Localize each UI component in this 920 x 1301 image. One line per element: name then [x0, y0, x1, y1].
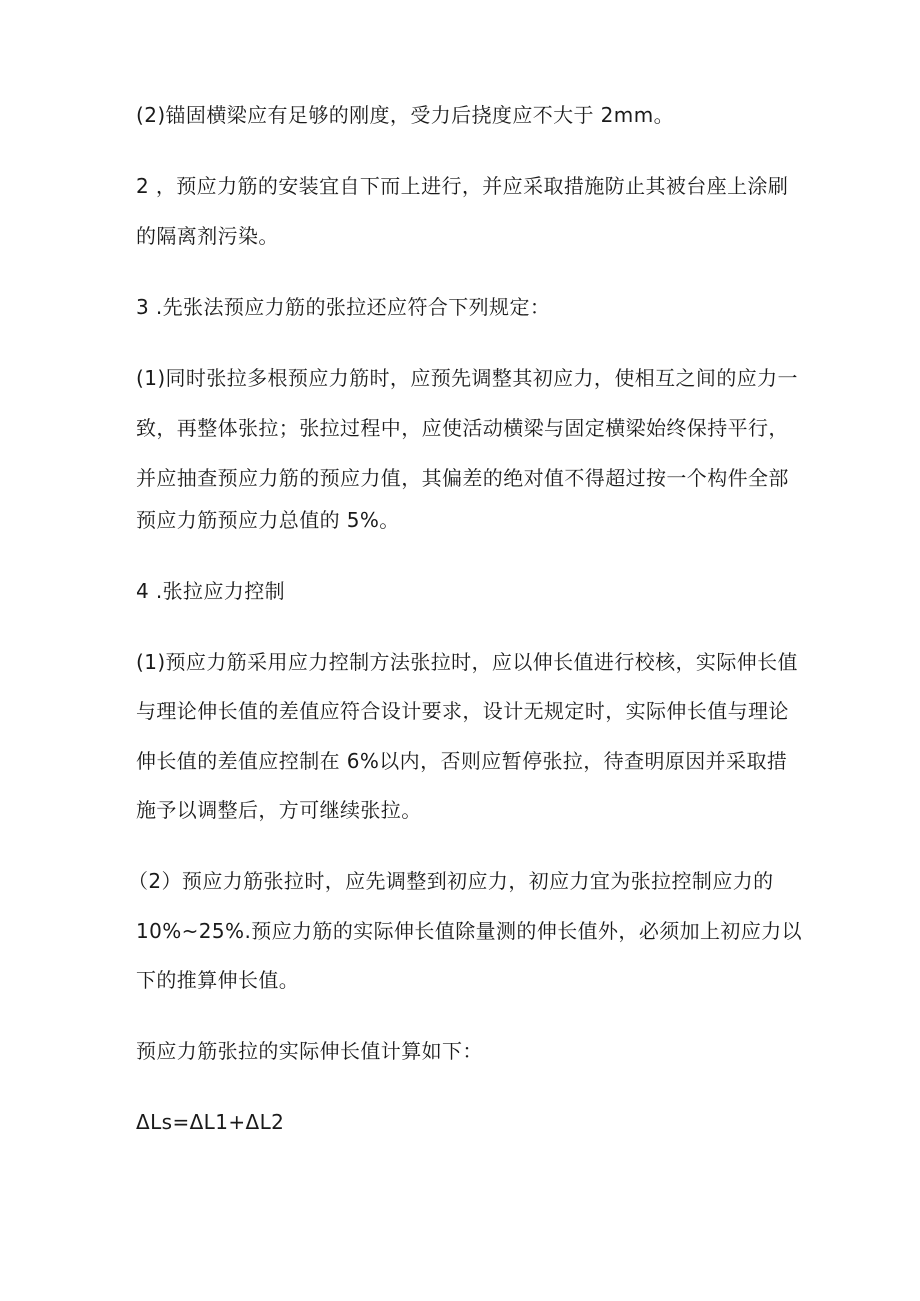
text-line: （2）预应力筋张拉时，应先调整到初应力，初应力宜为张拉控制应力的 [128, 869, 774, 893]
formula: ΔLs=ΔL1+ΔL2 [136, 1110, 285, 1134]
text-line: 预应力筋张拉的实际伸长值计算如下： [136, 1039, 483, 1063]
text-line: (1)同时张拉多根预应力筋时，应预先调整其初应力，使相互之间的应力一 [136, 366, 798, 390]
section-heading: 3 .先张法预应力筋的张拉还应符合下列规定： [136, 295, 551, 319]
text-line: 2 ，预应力筋的安装宜自下而上进行，并应采取措施防止其被台座上涂刷 [136, 174, 789, 198]
text-line: 致，再整体张拉；张拉过程中，应使活动横梁与固定横梁始终保持平行， [136, 416, 789, 440]
text-line: 预应力筋预应力总值的 5%。 [136, 508, 400, 532]
text-line: 与理论伸长值的差值应符合设计要求，设计无规定时，实际伸长值与理论 [136, 699, 789, 723]
text-line: 施予以调整后，方可继续张拉。 [136, 798, 422, 822]
text-line: 10%~25%.预应力筋的实际伸长值除量测的伸长值外，必须加上初应力以 [136, 919, 803, 943]
text-line: 的隔离剂污染。 [136, 224, 279, 248]
text-line: 并应抽查预应力筋的预应力值，其偏差的绝对值不得超过按一个构件全部 [136, 466, 789, 490]
text-line: (2)锚固横梁应有足够的刚度，受力后挠度应不大于 2mm。 [136, 103, 674, 127]
text-line: 伸长值的差值应控制在 6%以内，否则应暂停张拉，待查明原因并采取措 [136, 749, 788, 773]
text-line: 下的推算伸长值。 [136, 968, 300, 992]
text-line: (1)预应力筋采用应力控制方法张拉时，应以伸长值进行校核，实际伸长值 [136, 650, 798, 674]
section-heading: 4 .张拉应力控制 [136, 579, 286, 603]
